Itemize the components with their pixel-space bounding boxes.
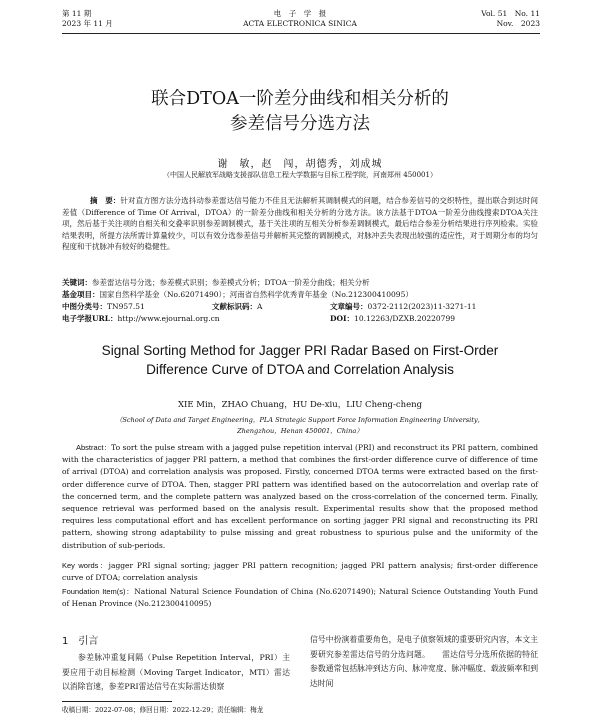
- doi-label: DOI：: [330, 314, 355, 323]
- abstract-en-label: Abstract：: [76, 443, 112, 452]
- abstract-en-text: To sort the pulse stream with a jagged pulse repetition interval (PRI) and reconstruct its PRI pattern, combined with the characteristics of jagger PRI pattern, a method that combines the first-order difference curve of difference of time of arrival (DTOA) and correlation analysis was proposed. Firstly, concerned DTOA terms were extracted based on the first-order difference curve of DTOA. Then, stagger PRI pattern was identified based on the autocorrelation and overlap rate of the concerned term, and the complete pattern was analyzed based on the cross-correlation of the concerned term. Finally, sequence retrieval was performed based on the analysis result. Experimental results show that the proposed method requires less computational effort and has excellent performance on sorting jagger PRI signal and reconstructing its PRI pattern, showing strong adaptability to pulse missing and great robustness to spurious pulse and the uniformity of the distribution of sub-periods.: [62, 443, 538, 550]
- clc-number: [62, 301, 145, 312]
- body-right-column: 信号中扮演着重要角色，是电子侦察领域的重要研究内容，本文主要研究参差雷达信号的分选问题。 雷达信号分选所依据的特征参数通常包括脉冲到达方向、脉冲宽度、脉冲幅度、载波频率和到达时间: [310, 635, 538, 688]
- header-rule: [62, 33, 540, 34]
- keywords-en-text: jagger PRI signal sorting; jagger PRI pattern recognition; jagged PRI pattern analysis; first-order difference curve of DTOA; correlation analysis: [62, 561, 538, 582]
- authors-cn: 谢 敏，赵 闯，胡德秀，刘成城: [217, 159, 383, 170]
- journal-name-cn: 电 子 学 报: [273, 9, 327, 18]
- keywords-cn-text: 参差雷达信号分选；参差模式识别；参差模式分析；DTOA一阶差分曲线；相关分析: [92, 278, 370, 287]
- body-left-column: 参差脉冲重复间隔（Pulse Repetition Interval，PRI）主要应用于动目标检测（Moving Target Indicator，MTI）雷达以消除盲速，参差PRI雷达信号在实际雷达侦察: [62, 653, 290, 692]
- abstract-cn-label: 摘 要：: [90, 196, 121, 205]
- fund-cn-line: [62, 289, 538, 301]
- abstract-cn-text: 针对直方图方法分选抖动参差雷达信号能力不佳且无法解析其调制模式的问题，结合参差信号的交织特性，提出联合到达时间差值（Difference of Time Of Arrival，DTOA）的一阶差分曲线和相关分析的分选方法。该方法基于DTOA一阶差分曲线搜索DTOA关注项，然后基于关注项的自相关和交叠率识别参差调制模式，基于关注项的互相关分析参差调制模式，最后结合参差分析结果进行序列检索。实验结果表明，所提方法所需计算量较少，可以有效分选参差信号并解析其完整的调制模式，对脉冲丢失表现出较强的适应性，对于周期分布的均匀程度和干扰脉冲有较好的稳健性。: [62, 196, 539, 252]
- abstract-en: [62, 442, 538, 552]
- issue-date: 2023 年 11 月: [62, 19, 113, 28]
- issue-date-en: Nov. 2023: [496, 19, 540, 28]
- keywords-cn-line: [62, 277, 538, 289]
- doc-code: [212, 301, 262, 312]
- title-cn-line2: 参差信号分选方法: [230, 114, 370, 134]
- affiliation-en-line1: （School of Data and Target Engineering，PLA Strategic Support Force Information Engineering University，: [115, 416, 485, 424]
- affiliation-en-line2: Zhengzhou，Henan 450001，China）: [237, 427, 363, 435]
- keywords-en: [62, 560, 538, 584]
- title-en-line2: Difference Curve of DTOA and Correlation Analysis: [146, 362, 454, 377]
- article-value: 0372-2112(2023)11-3271-11: [367, 302, 477, 311]
- foundation-en: [62, 586, 538, 610]
- authors-en: XIE Min，ZHAO Chuang，HU De-xiu，LIU Cheng-cheng: [177, 400, 423, 410]
- journal-url: [62, 313, 220, 324]
- doi-value[interactable]: 10.12263/DZXB.20220799: [354, 314, 455, 323]
- doi: [330, 313, 455, 324]
- foundation-en-text: National Natural Science Foundation of China (No.62071490); Natural Science Outstanding Youth Fund of Henan Province (No.212300410095): [62, 587, 538, 608]
- keywords-cn-label: 关键词：: [62, 278, 92, 287]
- keywords-cn: [62, 277, 538, 300]
- fund-cn-text: 国家自然科学基金（No.62071490）；河南省自然科学优秀青年基金（No.212300410095）: [99, 289, 413, 299]
- abstract-cn: [62, 195, 538, 253]
- article-number: [330, 301, 476, 312]
- article-label: 文章编号：: [330, 302, 368, 311]
- title-cn-line1: 联合DTOA一阶差分曲线和相关分析的: [151, 89, 449, 109]
- section-heading: 1 引言: [62, 636, 99, 647]
- doc-label: 文献标识码：: [212, 302, 257, 311]
- volume-info: Vol. 51 No. 11: [481, 9, 540, 18]
- foundation-en-label: Foundation Item(s)：: [62, 587, 135, 596]
- fund-cn-label: 基金项目：: [62, 289, 100, 299]
- keywords-en-label: Key words：: [62, 561, 109, 570]
- clc-label: 中图分类号：: [62, 302, 107, 311]
- clc-value: TN957.51: [107, 302, 145, 311]
- footnote-rule: [62, 701, 172, 702]
- url-value[interactable]: http://www.ejournal.org.cn: [117, 314, 220, 323]
- title-en-line1: Signal Sorting Method for Jagger PRI Radar Based on First-Order: [101, 343, 499, 358]
- affiliation-cn: （中国人民解放军战略支援部队信息工程大学数据与目标工程学院，河南郑州 450001）: [163, 171, 437, 179]
- url-label: 电子学报URL：: [62, 314, 118, 323]
- doc-value: A: [257, 302, 263, 311]
- header-right: [481, 9, 540, 29]
- footnote: 收稿日期：2022-07-08；修回日期：2022-12-29；责任编辑：梅龙: [62, 706, 264, 714]
- journal-name-en: ACTA ELECTRONICA SINICA: [243, 19, 357, 28]
- issue-number: 第 11 期: [62, 9, 92, 18]
